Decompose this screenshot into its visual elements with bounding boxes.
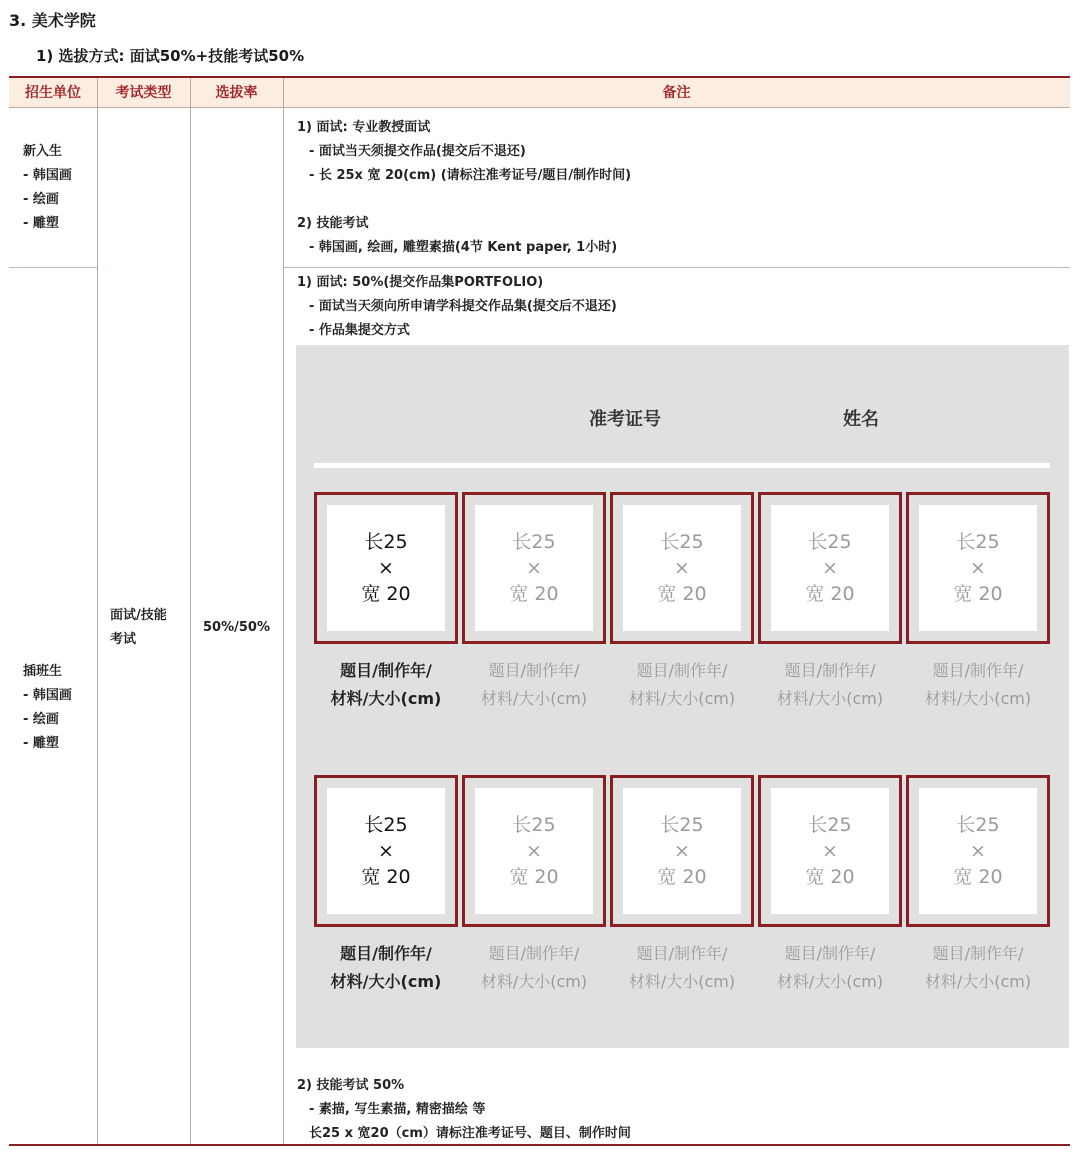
note-line: - 韩国画, 绘画, 雕塑素描(4节 Kent paper, 1小时) <box>309 240 618 255</box>
dimension-line: 宽 20 <box>361 583 411 605</box>
card-caption <box>758 657 902 713</box>
dimension-line: × <box>378 840 394 862</box>
selection-ratio: 50%/50% <box>203 620 270 635</box>
dimension-line: 长25 <box>956 814 1000 836</box>
portfolio-card <box>462 775 606 927</box>
dimension-line: 长25 <box>956 531 1000 553</box>
dimension-line: × <box>822 557 838 579</box>
card-caption <box>462 940 606 996</box>
caption-line: 题目/制作年/ <box>932 944 1024 963</box>
caption-line: 材料/大小(cm) <box>330 689 442 708</box>
card-dimension-text <box>623 505 741 631</box>
portfolio-card <box>758 492 902 644</box>
dimension-line: 宽 20 <box>953 866 1003 888</box>
dimension-line: × <box>378 557 394 579</box>
note-line: 长25 x 宽20（cm）请标注准考证号、题目、制作时间 <box>309 1126 631 1141</box>
freshman-unit <box>23 140 72 236</box>
row-divider <box>9 267 97 268</box>
card-caption <box>758 940 902 996</box>
note-line: - 素描, 写生素描, 精密描绘 等 <box>309 1102 486 1117</box>
card-dimension-text <box>919 505 1037 631</box>
note-line: 2) 技能考试 50% <box>297 1078 405 1093</box>
dimension-line: 长25 <box>512 814 556 836</box>
card-caption <box>314 940 458 996</box>
dimension-line: 宽 20 <box>805 583 855 605</box>
unit-line: - 韩国画 <box>23 688 72 703</box>
card-caption <box>610 657 754 713</box>
dimension-line: 宽 20 <box>509 583 559 605</box>
dimension-line: × <box>970 840 986 862</box>
caption-line: 材料/大小(cm) <box>330 972 442 991</box>
card-dimension-text <box>623 788 741 914</box>
header-underline <box>314 463 1050 468</box>
caption-line: 材料/大小(cm) <box>480 689 588 708</box>
card-dimension-text <box>327 505 445 631</box>
row-divider <box>283 267 1070 268</box>
note-line: - 作品集提交方式 <box>309 323 410 338</box>
portfolio-card <box>462 492 606 644</box>
portfolio-card <box>314 775 458 927</box>
caption-line: 题目/制作年/ <box>932 661 1024 680</box>
exam-type <box>110 604 167 652</box>
dimension-line: 长25 <box>364 814 408 836</box>
card-dimension-text <box>475 788 593 914</box>
caption-line: 题目/制作年/ <box>784 944 876 963</box>
unit-line: - 绘画 <box>23 712 59 727</box>
dimension-line: 长25 <box>364 531 408 553</box>
header-unit: 招生单位 <box>25 85 81 101</box>
dimension-line: × <box>674 557 690 579</box>
caption-line: 材料/大小(cm) <box>924 689 1032 708</box>
exam-number-label: 准考证号 <box>589 409 661 430</box>
dimension-line: 宽 20 <box>805 866 855 888</box>
card-caption <box>906 940 1050 996</box>
note-line: - 长 25x 宽 20(cm) (请标注准考证号/题目/制作时间) <box>309 168 632 183</box>
caption-line: 材料/大小(cm) <box>776 972 884 991</box>
header-exam-type: 考试类型 <box>115 85 172 101</box>
card-caption <box>906 657 1050 713</box>
transfer-notes-interview <box>297 271 617 343</box>
caption-line: 题目/制作年/ <box>784 661 876 680</box>
caption-line: 题目/制作年/ <box>340 661 432 680</box>
caption-line: 材料/大小(cm) <box>776 689 884 708</box>
dimension-line: 长25 <box>512 531 556 553</box>
exam-type-line: 考试 <box>110 632 137 647</box>
note-line: 2) 技能考试 <box>297 216 369 231</box>
name-label: 姓名 <box>843 409 879 430</box>
dimension-line: × <box>526 840 542 862</box>
column-divider <box>190 78 191 1144</box>
card-dimension-text <box>771 788 889 914</box>
card-caption <box>462 657 606 713</box>
portfolio-card <box>906 775 1050 927</box>
unit-line: 新入生 <box>23 144 63 159</box>
dimension-line: 长25 <box>808 814 852 836</box>
card-dimension-text <box>771 505 889 631</box>
card-caption <box>610 940 754 996</box>
unit-line: - 雕塑 <box>23 216 59 231</box>
caption-line: 材料/大小(cm) <box>628 689 736 708</box>
caption-line: 题目/制作年/ <box>488 944 580 963</box>
caption-line: 题目/制作年/ <box>488 661 580 680</box>
dimension-line: 长25 <box>808 531 852 553</box>
dimension-line: 宽 20 <box>509 866 559 888</box>
dimension-line: × <box>674 840 690 862</box>
caption-line: 题目/制作年/ <box>636 661 728 680</box>
portfolio-card <box>314 492 458 644</box>
unit-line: 插班生 <box>23 664 63 679</box>
column-divider <box>283 78 284 1144</box>
header-ratio: 选拔率 <box>215 85 258 101</box>
card-dimension-text <box>919 788 1037 914</box>
dimension-line: 宽 20 <box>657 583 707 605</box>
dimension-line: 宽 20 <box>953 583 1003 605</box>
note-line: - 面试当天须向所申请学科提交作品集(提交后不退还) <box>309 299 617 314</box>
dimension-line: 长25 <box>660 531 704 553</box>
transfer-unit <box>23 660 72 756</box>
dimension-line: × <box>822 840 838 862</box>
note-line: 1) 面试: 50%(提交作品集PORTFOLIO) <box>297 275 544 290</box>
caption-line: 材料/大小(cm) <box>924 972 1032 991</box>
exam-type-line: 面试/技能 <box>110 608 167 623</box>
card-dimension-text <box>327 788 445 914</box>
caption-line: 材料/大小(cm) <box>480 972 588 991</box>
dimension-line: × <box>526 557 542 579</box>
dimension-line: 长25 <box>660 814 704 836</box>
section-title: 3. 美术学院 <box>9 11 96 30</box>
header-notes: 备注 <box>662 85 691 101</box>
selection-method-title: 1) 选拔方式: 面试50%+技能考试50% <box>36 47 305 65</box>
column-divider <box>97 78 98 1144</box>
unit-line: - 雕塑 <box>23 736 59 751</box>
freshman-notes <box>297 116 631 260</box>
note-line: 1) 面试: 专业教授面试 <box>297 120 431 135</box>
card-caption <box>314 657 458 713</box>
note-spacer <box>297 188 631 212</box>
note-line: - 面试当天须提交作品(提交后不退还) <box>309 144 526 159</box>
card-dimension-text <box>475 505 593 631</box>
caption-line: 材料/大小(cm) <box>628 972 736 991</box>
unit-line: - 韩国画 <box>23 168 72 183</box>
transfer-notes-skills <box>297 1074 631 1146</box>
dimension-line: 宽 20 <box>361 866 411 888</box>
dimension-line: 宽 20 <box>657 866 707 888</box>
portfolio-card <box>610 492 754 644</box>
portfolio-card <box>906 492 1050 644</box>
caption-line: 题目/制作年/ <box>636 944 728 963</box>
portfolio-card <box>610 775 754 927</box>
dimension-line: × <box>970 557 986 579</box>
caption-line: 题目/制作年/ <box>340 944 432 963</box>
unit-line: - 绘画 <box>23 192 59 207</box>
portfolio-card <box>758 775 902 927</box>
